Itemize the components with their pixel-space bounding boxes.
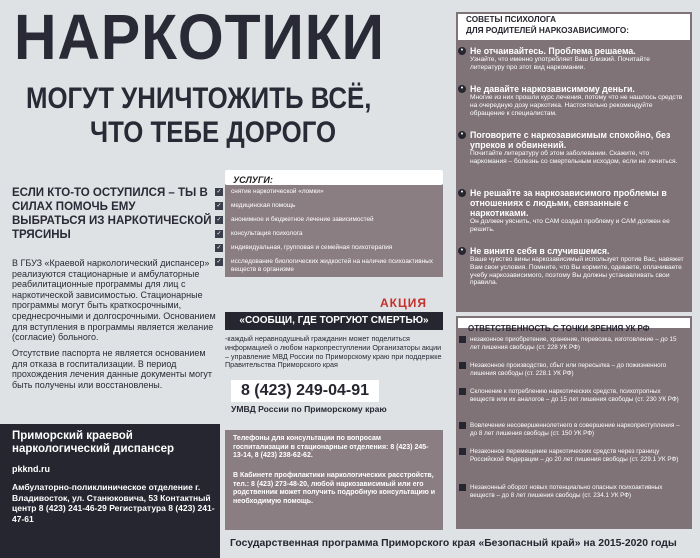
services-panel xyxy=(216,170,443,278)
psychologist-tip: • Не давайте наркозависимому деньги. Многие из них прошли курс лечения, потому что не нашлось средств на очередную дозу наркотика. Настоятельно рекомендуйте обращение к специалистам. xyxy=(470,84,684,117)
psychologist-heading: СОВЕТЫ ПСИХОЛОГА ДЛЯ РОДИТЕЛЕЙ НАРКОЗАВИСИМОГО: xyxy=(456,12,692,42)
poster-title: НАРКОТИКИ xyxy=(14,1,385,73)
intro-text: ЕСЛИ КТО-ТО ОСТУПИЛСЯ – ТЫ В СИЛАХ ПОМОЧЬ ЕМУ ВЫБРАТЬСЯ ИЗ НАРКОТИЧЕСКОЙ ТРЯСИНЫ xyxy=(12,187,212,241)
services-box: ✓ снятие наркотической «ломки» ✓ медицинская помощь ✓ анонимное и бюджетное лечение зависимостей ✓ консультация психолога ✓ индивидуальная, групповая и семейная психотерапия ✓ исследование биологических жидкостей на наличие психоактивных веществ в организме xyxy=(225,182,443,277)
square-bullet-icon xyxy=(459,336,466,343)
check-icon: ✓ xyxy=(216,231,222,237)
square-bullet-icon xyxy=(459,388,466,395)
check-icon: ✓ xyxy=(216,203,222,209)
liability-item: Незаконное производство, сбыт или пересылка – до пожизненного лишения свободы (ст. 228.1 УК РФ) xyxy=(470,362,684,377)
dispensary-site[interactable]: pkknd.ru xyxy=(12,464,51,474)
check-icon: ✓ xyxy=(216,217,222,223)
footer-program: Государственная программа Приморского края «Безопасный край» на 2015-2020 годы xyxy=(230,538,677,549)
akcia-organizer: УМВД России по Приморскому краю xyxy=(231,404,387,414)
passport-paragraph: Отсутствие паспорта не является основанием для отказа в госпитализации. В период прохождения лечения данные документы могут быть получены или восстановлены. xyxy=(12,348,212,390)
services-heading: УСЛУГИ: xyxy=(225,170,443,185)
square-bullet-icon xyxy=(459,362,466,369)
prevention-cabinet-info: В Кабинете профилактики наркологических расстройств, тел.: 8 (423) 273-48-20, любой наркозависимый или его родственник может получить подробную консультацию и необходимую помощь. xyxy=(233,472,436,505)
psychologist-tip: • Поговорите с наркозависимым спокойно, без упреков и обвинений. Почитайте литературу об этом заболевании. Скажите, что наркомания – болезнь со смертельным исходом, если не лечиться. xyxy=(470,130,684,166)
psychologist-tip: • Не отчаивайтесь. Проблема решаема. Узнайте, что именно употребляет Ваш близкий. Почитайте литературу про этот вид наркомании. xyxy=(470,46,684,72)
dispensary-panel xyxy=(0,424,220,558)
psychologist-panel xyxy=(456,12,692,312)
check-icon: ✓ xyxy=(216,189,222,195)
square-bullet-icon xyxy=(459,422,466,429)
bullet-icon: • xyxy=(458,247,466,255)
poster-subtitle-line1: МОГУТ УНИЧТОЖИТЬ ВСЁ, xyxy=(26,82,372,115)
akcia-name-bar xyxy=(225,312,443,330)
consultation-panel xyxy=(225,430,443,530)
akcia-label: АКЦИЯ xyxy=(380,296,428,310)
square-bullet-icon xyxy=(459,484,466,491)
consultation-phones: Телефоны для консультации по вопросам госпитализации в стационарные отделения: 8 (423) 245-13-14, 8 (423) 238-62-62. xyxy=(233,435,429,460)
liability-item: незаконное приобретение, хранение, перевозка, изготовление – до 15 лет лишения свободы (ст. 228 УК РФ) xyxy=(470,336,684,351)
square-bullet-icon xyxy=(459,448,466,455)
programs-paragraph: В ГБУЗ «Краевой наркологический диспансер» реализуются стационарные и амбулаторные реабилитационные программы для лиц с наркотической зависимостью. Стационарные программы могут быть краткосрочными, среднесрочными и долгосрочными. Основанием для вступления в программы является желание (согласие) больного. xyxy=(12,258,216,343)
bullet-icon: • xyxy=(458,131,466,139)
bullet-icon: • xyxy=(458,189,466,197)
akcia-description: -каждый неравнодушный гражданин может поделиться информацией о любом наркопреступлении Организаторы акции – управление МВД России по Приморскому краю при поддержке Правительства Приморского края xyxy=(225,334,442,370)
liability-heading: ОТВЕТСТВЕННОСТЬ С ТОЧКИ ЗРЕНИЯ УК РФ xyxy=(456,316,692,330)
hotline-phone: 8 (423) 249-04-91 xyxy=(240,382,370,399)
check-icon: ✓ xyxy=(216,245,222,251)
hotline-box xyxy=(231,380,379,402)
liability-panel xyxy=(456,316,692,529)
poster-subtitle-line2: ЧТО ТЕБЕ ДОРОГО xyxy=(90,116,337,149)
psychologist-tip: • Не решайте за наркозависимого проблемы в отношениях с людьми, связанные с наркотиками. Он должен уяснить, что САМ создал проблему и САМ должен ее решить. xyxy=(470,188,684,234)
psychologist-tip: • Не вините себя в случившемся. Ваше чувство вины наркозависимый использует против Вас, навяжет Вам свои условия. Помните, что Вы кормите, одеваете, оплачиваете учебу наркозависимого, поэтому Вы должны устанавливать свои правила. xyxy=(470,246,684,287)
liability-item: Незаконное перемещение наркотических средств через границу Российской Федерации – до 20 лет лишения свободы (ст. 229.1 УК РФ) xyxy=(470,448,684,463)
dispensary-contacts: Амбулаторно-поликлиническое отделение г. Владивосток, ул. Станюковича, 53 Контактный центр 8 (423) 241-46-29 Регистратура 8 (423) 241-47-61 xyxy=(12,482,215,524)
bullet-icon: • xyxy=(458,85,466,93)
check-icon: ✓ xyxy=(216,259,222,265)
bullet-icon: • xyxy=(458,47,466,55)
liability-item: Незаконный оборот новых потенциально опасных психоактивных веществ – до 8 лет лишения свободы (ст. 234.1 УК РФ) xyxy=(470,484,684,499)
liability-item: Вовлечение несовершеннолетнего в совершение наркопреступления – до 8 лет лишения свободы (ст. 150 УК РФ) xyxy=(470,422,684,437)
akcia-name: «СООБЩИ, ГДЕ ТОРГУЮТ СМЕРТЬЮ» xyxy=(239,315,429,326)
dispensary-name: Приморский краевой наркологический диспансер xyxy=(12,430,175,455)
liability-item: Склонение к потреблению наркотических средств, психотропных веществ или их аналогов – до 15 лет лишения свободы (ст. 230 УК РФ) xyxy=(470,388,684,403)
